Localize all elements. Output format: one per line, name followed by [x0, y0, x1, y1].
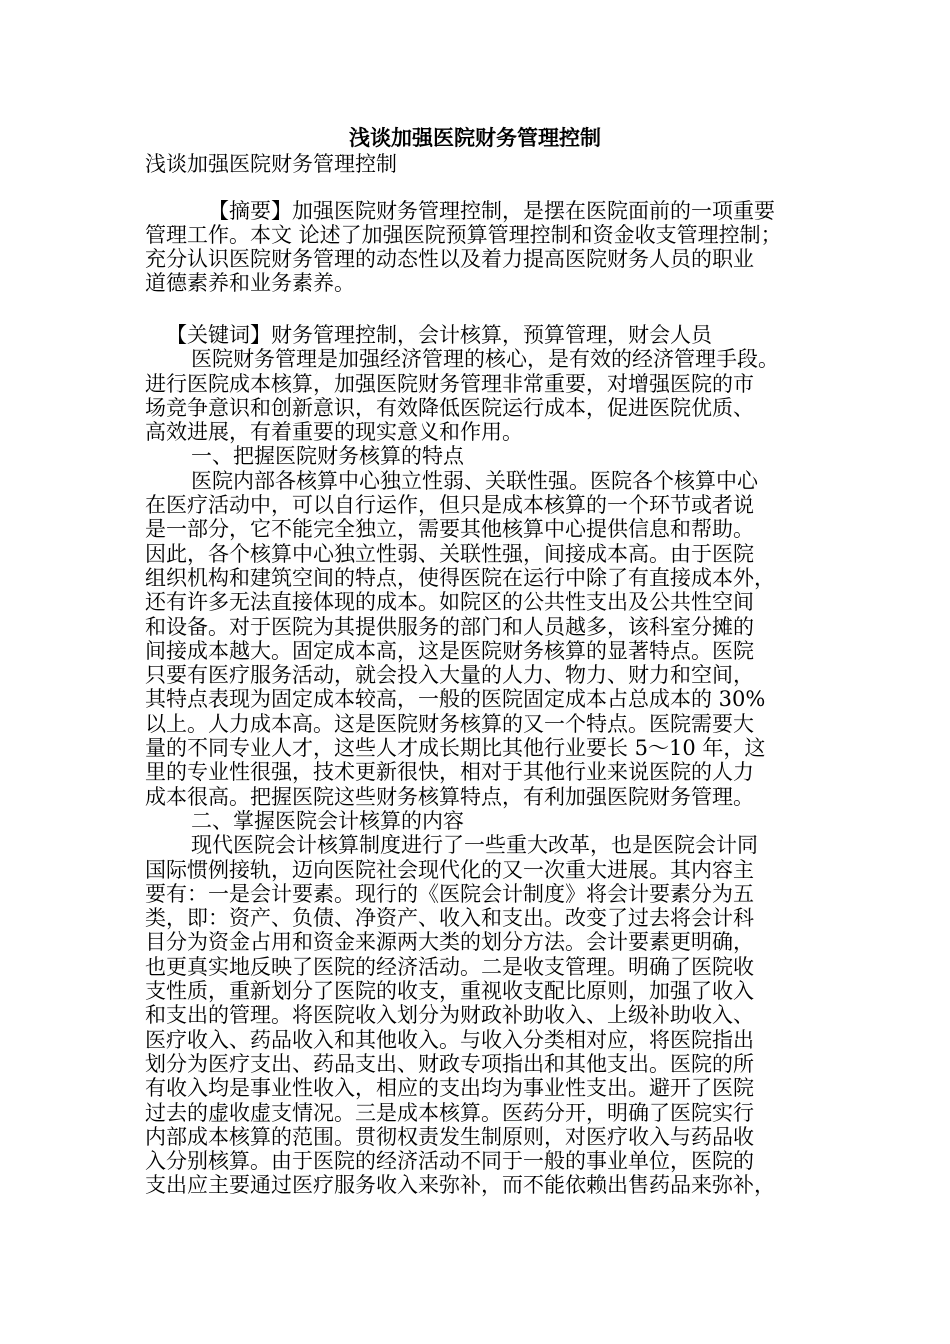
- body-line: 过去的虚收虚支情况。三是成本核算。医药分开，明确了医院实行: [145, 1100, 754, 1125]
- body-line: 类，即：资产、负债、净资产、收入和支出。改变了过去将会计科: [145, 906, 754, 931]
- body-line: 因此，各个核算中心独立性弱、关联性强，间接成本高。由于医院: [145, 541, 754, 566]
- body-line: 是一部分，它不能完全独立，需要其他核算中心提供信息和帮助。: [145, 517, 754, 542]
- abstract-line: 道德素养和业务素养。: [145, 271, 355, 295]
- body-line: 在医疗活动中，可以自行运作，但只是成本核算的一个环节或者说: [145, 493, 754, 518]
- abstract-line: 【摘要】加强医院财务管理控制，是摆在医院面前的一项重要: [208, 199, 775, 223]
- body-line: 场竞争意识和创新意识，有效降低医院运行成本，促进医院优质、: [145, 395, 754, 420]
- body-line: 入分别核算。由于医院的经济活动不同于一般的事业单位，医院的: [145, 1149, 754, 1174]
- body-line: 只要有医疗服务活动，就会投入大量的人力、物力、财力和空间，: [145, 663, 754, 688]
- body-line: 还有许多无法直接体现的成本。如院区的公共性支出及公共性空间: [145, 590, 754, 615]
- document-subtitle: 浅谈加强医院财务管理控制: [145, 152, 397, 176]
- abstract-line: 充分认识医院财务管理的动态性以及着力提高医院财务人员的职业: [145, 247, 754, 271]
- body-line: 和设备。对于医院为其提供服务的部门和人员越多，该科室分摊的: [145, 614, 754, 639]
- body-line: 医疗收入、药品收入和其他收入。与收入分类相对应，将医院指出: [145, 1027, 754, 1052]
- body-line: 成本很高。把握医院这些财务核算特点，有利加强医院财务管理。: [145, 784, 754, 809]
- body-line: 和支出的管理。将医院收入划分为财政补助收入、上级补助收入、: [145, 1003, 754, 1028]
- keywords-line: 【关键词】财务管理控制，会计核算，预算管理，财会人员: [166, 323, 712, 347]
- body-line: 里的专业性很强，技术更新很快，相对于其他行业来说医院的人力: [145, 760, 754, 785]
- body-line: 要有：一是会计要素。现行的《医院会计制度》将会计要素分为五: [145, 881, 754, 906]
- body-line: 医院内部各核算中心独立性弱、关联性强。医院各个核算中心: [191, 468, 758, 493]
- body-line: 量的不同专业人才，这些人才成长期比其他行业要长 5～10 年，这: [145, 736, 766, 761]
- abstract-line: 管理工作。本文 论述了加强医院预算管理控制和资金收支管理控制；: [145, 223, 782, 247]
- body-line: 支性质，重新划分了医院的收支，重视收支配比原则，加强了收入: [145, 979, 754, 1004]
- body-line: 间接成本越大。固定成本高，这是医院财务核算的显著特点。医院: [145, 638, 754, 663]
- body-line: 划分为医疗支出、药品支出、财政专项指出和其他支出。医院的所: [145, 1051, 754, 1076]
- abstract-section: [145, 199, 805, 295]
- body-line: 支出应主要通过医疗服务收入来弥补，而不能依赖出售药品来弥补，: [145, 1173, 775, 1198]
- body-line: 以上。人力成本高。这是医院财务核算的又一个特点。医院需要大: [145, 711, 754, 736]
- body-section: [145, 323, 805, 1198]
- body-line: 医院财务管理是加强经济管理的核心，是有效的经济管理手段。: [191, 347, 779, 372]
- section-heading: 一、把握医院财务核算的特点: [191, 444, 464, 469]
- document-title: 浅谈加强医院财务管理控制: [349, 125, 601, 150]
- body-line: 进行医院成本核算，加强医院财务管理非常重要，对增强医院的市: [145, 371, 754, 396]
- body-line: 其特点表现为固定成本较高，一般的医院固定成本占总成本的 30%: [145, 687, 766, 712]
- section-heading: 二、掌握医院会计核算的内容: [191, 808, 464, 833]
- body-line: 内部成本核算的范围。贯彻权责发生制原则，对医疗收入与药品收: [145, 1124, 754, 1149]
- body-line: 目分为资金占用和资金来源两大类的划分方法。会计要素更明确，: [145, 930, 754, 955]
- body-line: 国际惯例接轨，迈向医院社会现代化的又一次重大进展。其内容主: [145, 857, 754, 882]
- body-line: 高效进展，有着重要的现实意义和作用。: [145, 420, 523, 445]
- body-line: 现代医院会计核算制度进行了一些重大改革，也是医院会计同: [191, 833, 758, 858]
- body-line: 组织机构和建筑空间的特点，使得医院在运行中除了有直接成本外，: [145, 565, 775, 590]
- body-line: 也更真实地反映了医院的经济活动。二是收支管理。明确了医院收: [145, 954, 754, 979]
- body-line: 有收入均是事业性收入，相应的支出均为事业性支出。避开了医院: [145, 1076, 754, 1101]
